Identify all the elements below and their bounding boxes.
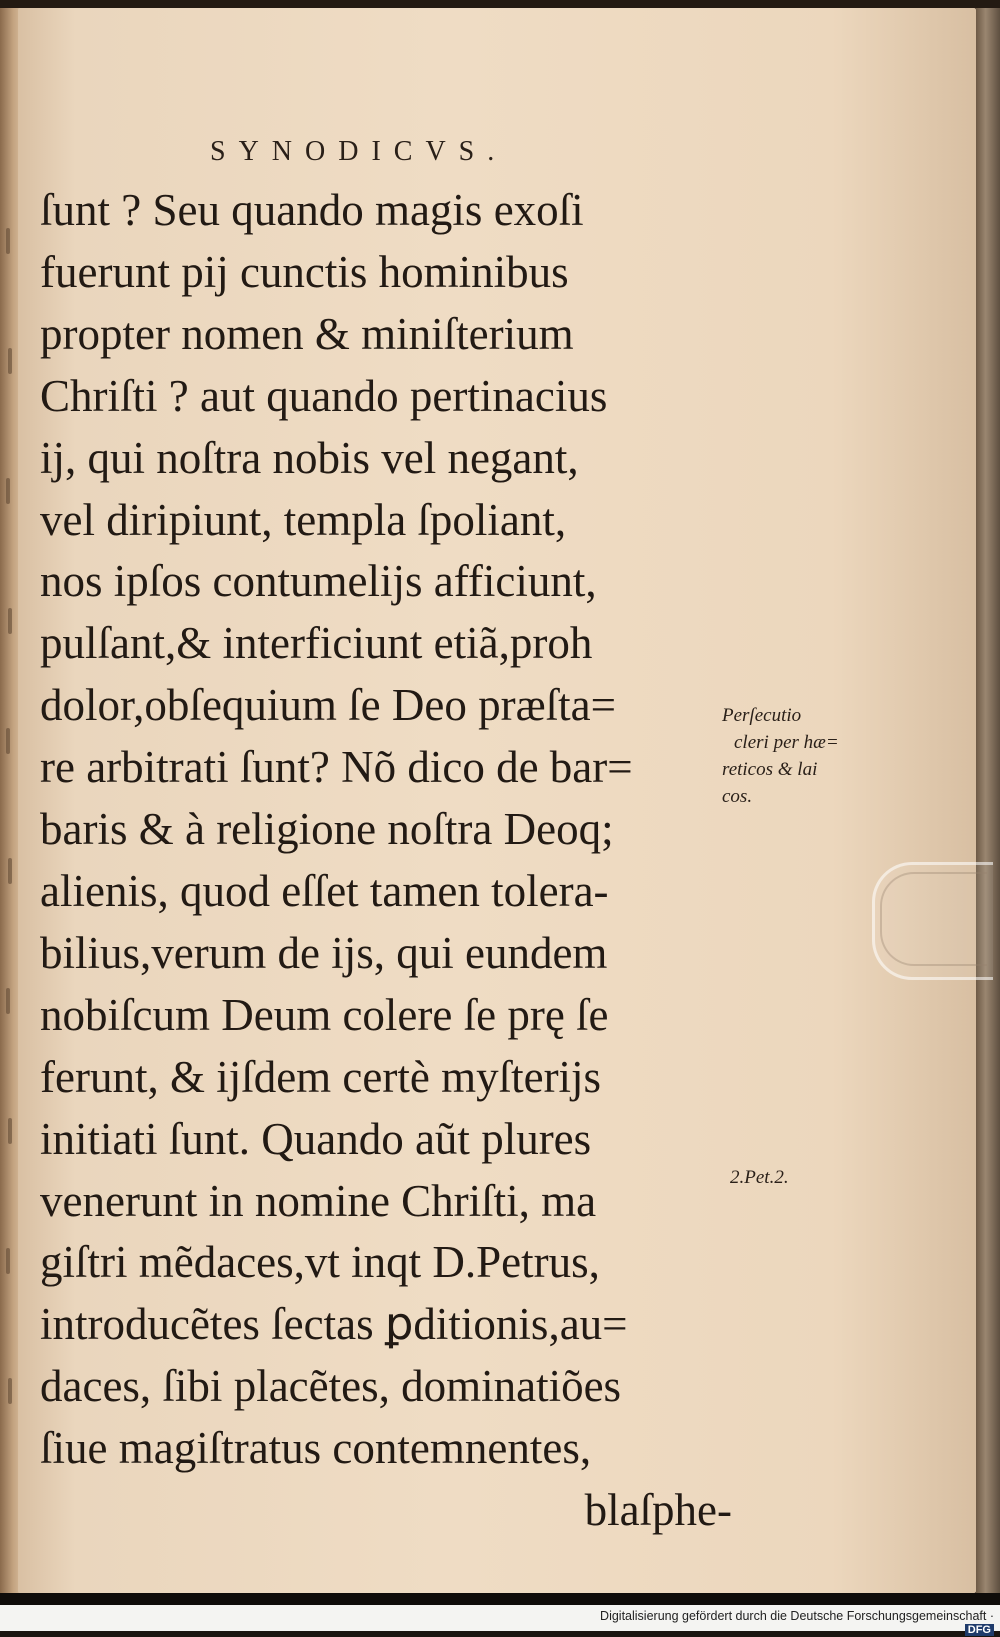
gutter-mark xyxy=(8,1378,12,1404)
text-line: ſiue magiſtratus contemnentes, xyxy=(40,1423,592,1474)
dfg-logo: DFG xyxy=(965,1624,994,1636)
text-line: venerunt in nomine Chriſti, ma xyxy=(40,1175,597,1226)
page-clip-inner xyxy=(880,872,987,966)
body-text xyxy=(40,180,740,1542)
text-line: ſunt ? Seu quando magis exoſi xyxy=(40,185,584,235)
text-line: bilius,verum de ijs, qui eundem xyxy=(40,927,608,978)
text-line: vel diripiunt, templa ſpoliant, xyxy=(40,494,567,545)
gutter-mark xyxy=(8,858,12,884)
text-line: nobiſcum Deum colere ſe prę ſe xyxy=(40,989,609,1040)
marginal-note-persecution xyxy=(722,702,839,810)
text-line: Chriſti ? aut quando pertinacius xyxy=(40,370,608,421)
marginal-note-line: cleri per hæ= xyxy=(734,732,839,753)
text-line: pulſant,& interficiunt etiã,proh xyxy=(40,618,593,669)
marginal-note-line: cos. xyxy=(722,786,753,807)
text-line: alienis, quod eſſet tamen tolera- xyxy=(40,865,609,916)
text-line: baris & à religione noſtra Deoq; xyxy=(40,804,614,855)
marginal-note-line: reticos & lai xyxy=(722,759,818,780)
running-head: SYNODICVS. xyxy=(210,136,508,167)
footer-credit xyxy=(600,1609,994,1637)
text-line: fuerunt pij cunctis hominibus xyxy=(40,246,569,297)
text-line: ij, qui noſtra nobis vel negant, xyxy=(40,432,579,483)
text-line: initiati ſunt. Quando aũt plures xyxy=(40,1113,592,1164)
text-line: daces, ſibi placẽtes, dominatiões xyxy=(40,1361,622,1412)
text-line: nos ipſos contumelijs afficiunt, xyxy=(40,556,597,607)
text-line: re arbitrati ſunt? Nõ dico de bar= xyxy=(40,742,633,793)
gutter-mark xyxy=(6,478,10,504)
text-line: introducẽtes ſectas ꝑditionis,au= xyxy=(40,1299,628,1350)
marginal-note-reference xyxy=(730,1164,789,1191)
footer-credit-text: Digitalisierung gefördert durch die Deutsche Forschungsgemeinschaft · xyxy=(600,1609,994,1623)
catchword: blaſphe- xyxy=(584,1485,732,1536)
gutter-mark xyxy=(6,1248,10,1274)
gutter-mark xyxy=(8,1118,12,1144)
gutter-mark xyxy=(8,348,12,374)
text-line: giſtri mẽdaces,vt inqt D.Petrus, xyxy=(40,1237,600,1288)
gutter-mark xyxy=(6,728,10,754)
marginal-note-line: 2.Pet.2. xyxy=(730,1167,789,1188)
gutter-mark xyxy=(6,988,10,1014)
text-line: dolor,obſequium ſe Deo præſta= xyxy=(40,680,616,731)
text-line: propter nomen & miniſterium xyxy=(40,308,574,359)
gutter-mark xyxy=(6,228,10,254)
gutter-mark xyxy=(8,608,12,634)
marginal-note-line: Perſecutio xyxy=(722,705,802,726)
text-line: ferunt, & ijſdem certè myſterijs xyxy=(40,1051,602,1102)
page-edge xyxy=(976,8,1000,1593)
